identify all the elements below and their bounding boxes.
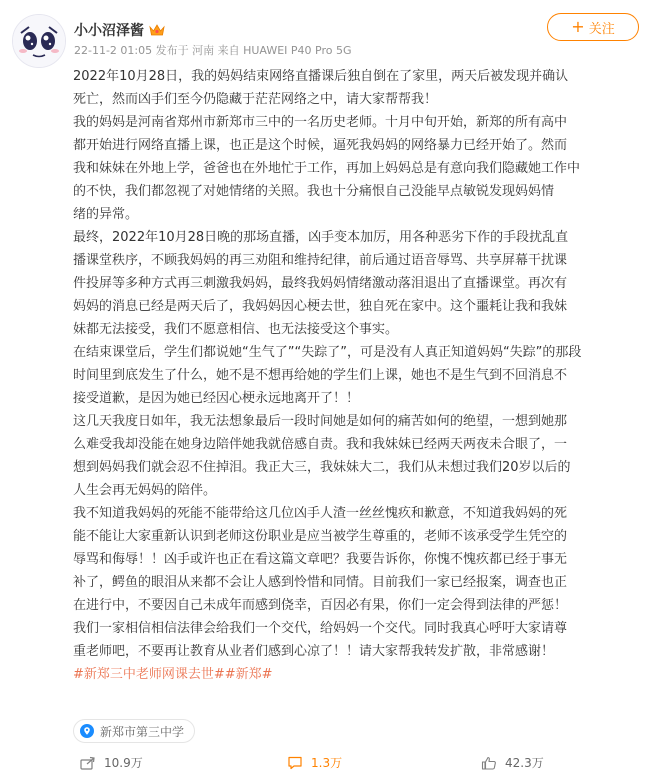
post-line: 绪的异常。: [73, 207, 139, 222]
post-line: 辱骂和侮辱！！凶手或许也正在看这篇文章吧？我要告诉你，你愧不愧疚都已经于事无: [73, 552, 568, 567]
post-line: 都开始进行网络直播上课，也正是这个时候，逼死我妈妈的网络暴力已经开始了。然而: [73, 138, 568, 153]
like-count: 42.3万: [505, 756, 544, 770]
post-line: 想到妈妈我们就会忍不住掉泪。我正大三，我妹妹大二，我们从未想过我们20岁以后的: [73, 460, 571, 475]
post-line: 件投屏等多种方式再三刺激我妈妈，最终我妈妈情绪激动落泪退出了直播课堂。再次有: [73, 276, 568, 291]
action-bar: [0, 752, 654, 773]
post-line: 么难受我却没能在她身边陪伴她我就倍感自责。我和我妹妹已经两天两夜未合眼了，一: [73, 437, 568, 452]
post-line: 最终，2022年10月28日晚的那场直播，凶手变本加厉，用各种恶劣下作的手段扰乱直: [73, 230, 569, 245]
share-icon: [80, 756, 96, 770]
post-line: 我和妹妹在外地上学，爸爸也在外地忙于工作，再加上妈妈总是有意向我们隐藏她工作中: [73, 161, 581, 176]
post-line: 重老师吧，不要再让教育从业者们感到心凉了！！请大家帮我转发扩散，非常感谢！: [73, 644, 555, 659]
post-line: 我们一家相信相信法律会给我们一个交代，给妈妈一个交代。同时我真心呼吁大家请尊: [73, 621, 568, 636]
username[interactable]: [74, 20, 165, 40]
location-chip[interactable]: [73, 719, 195, 743]
post-line: 我的妈妈是河南省郑州市新郑市三中的一名历史老师。十月中旬开始，新郑的所有高中: [73, 115, 568, 130]
share-button[interactable]: [80, 752, 143, 773]
post-line: 这几天我度日如年，我无法想象最后一段时间她是如何的痛苦如何的绝望，一想到她那: [73, 414, 568, 429]
post-line: 的不快，我们都忽视了对她情绪的关照。我也十分痛恨自己没能早点敏锐发现妈妈情: [73, 184, 555, 199]
post-line: 能不能让大家重新认识到老师这份职业是应当被学生尊重的，老师不该承受学生凭空的: [73, 529, 568, 544]
post-content: [73, 65, 613, 686]
post-line: 死亡，然而凶手们至今仍隐藏于茫茫网络之中，请大家帮帮我！: [73, 92, 438, 107]
comment-icon: [287, 756, 303, 770]
post-meta: 22-11-2 01:05 发布于 河南 来自 HUAWEI P40 Pro 5G: [74, 44, 352, 57]
share-count: 10.9万: [104, 756, 143, 770]
comment-count: 1.3万: [311, 756, 343, 770]
post-line: 在结束课堂后，学生们都说她“生气了”“失踪了”，可是没有人真正知道妈妈“失踪”的那段: [73, 345, 582, 360]
like-button[interactable]: [481, 752, 544, 773]
location-label: 新郑市第三中学: [100, 724, 185, 739]
post-line: 妹都无法接受，我们不愿意相信、也无法接受这个事实。: [73, 322, 399, 337]
plus-icon: +: [571, 17, 585, 36]
follow-label: 关注: [588, 21, 615, 37]
post-line: 接受道歉，是因为她已经因心梗永远地离开了！！: [73, 391, 360, 406]
post-line: 补了，鳄鱼的眼泪从来都不会让人感到怜惜和同情。目前我们一家已经报案，调查也正: [73, 575, 568, 590]
avatar[interactable]: [12, 14, 66, 68]
comment-button[interactable]: [287, 752, 342, 773]
avatar-face-icon: [13, 15, 65, 67]
follow-button[interactable]: [547, 13, 639, 41]
crown-badge-icon: [149, 23, 165, 37]
username-text[interactable]: 小小沼泽酱: [74, 23, 144, 39]
post-line: 播课堂秩序，不顾我妈妈的再三劝阻和维持纪律，前后通过语音辱骂、共享屏幕干扰课: [73, 253, 568, 268]
post-line: 2022年10月28日，我的妈妈结束网络直播课后独自倒在了家里，两天后被发现并确认: [73, 69, 569, 84]
thumb-up-icon: [481, 756, 497, 770]
post-line: 人生会再无妈妈的陪伴。: [73, 483, 217, 498]
post-line: 我不知道我妈妈的死能不能带给这几位凶手人渣一丝丝愧疚和歉意，不知道我妈妈的死: [73, 506, 568, 521]
hashtag-link[interactable]: #新郑三中老师网课去世##新郑#: [73, 667, 273, 682]
post-line: 在进行中，不要因自己未成年而感到侥幸，百因必有果，你们一定会得到法律的严惩！: [73, 598, 568, 613]
post-line: 时间里到底发生了什么，她不是不想再给她的学生们上课，她也不是生气到不回消息不: [73, 368, 568, 383]
post-line: 妈妈的消息已经是两天后了，我妈妈因心梗去世，独自死在家中。这个噩耗让我和我妹: [73, 299, 568, 314]
map-pin-icon: [80, 724, 94, 738]
